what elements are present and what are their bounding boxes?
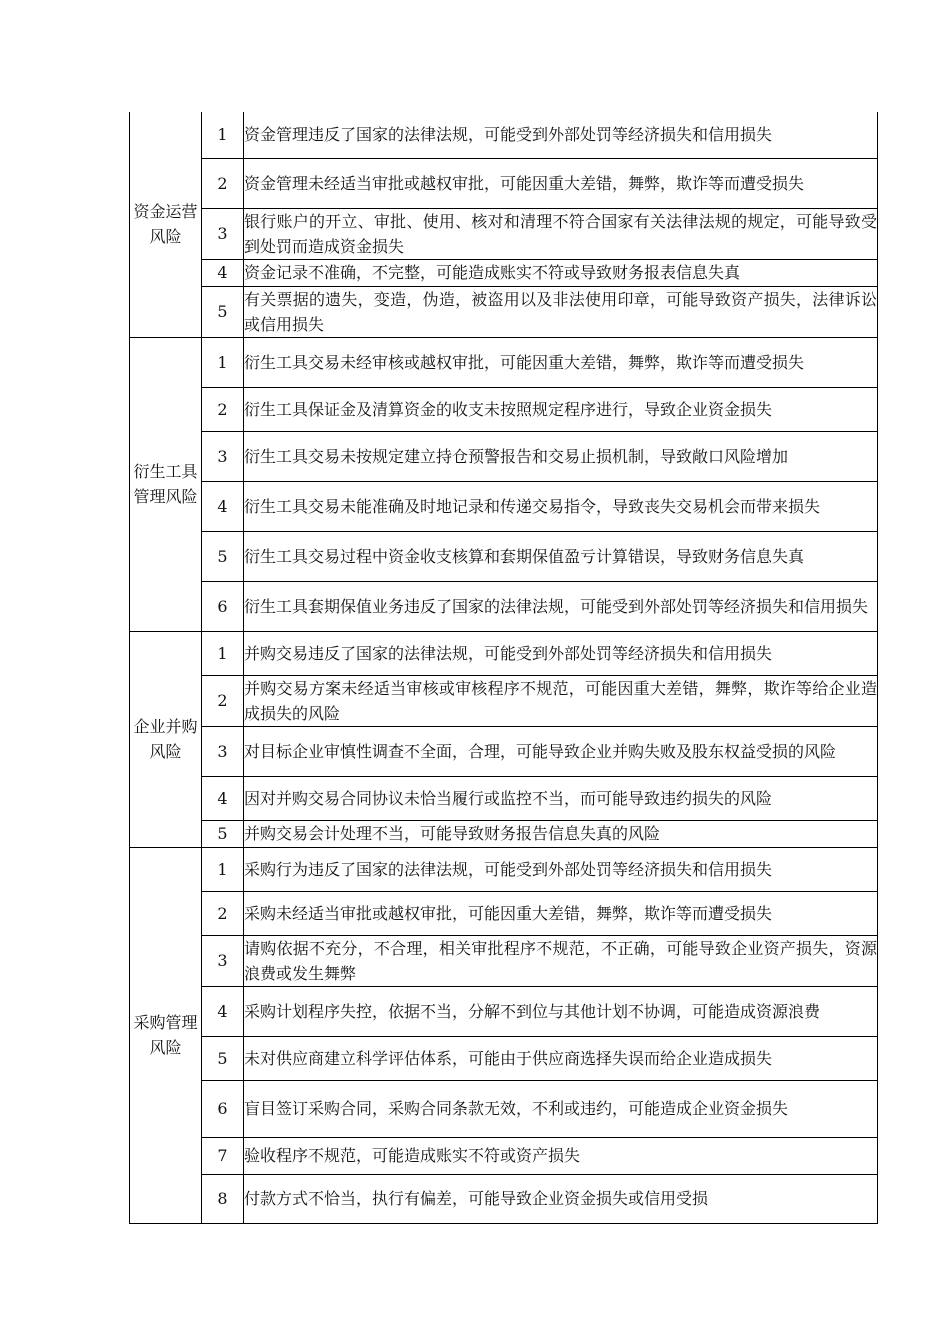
table-row — [130, 1174, 878, 1223]
row-number: 2 — [202, 675, 244, 726]
table-row — [130, 208, 878, 259]
risk-description: 衍生工具保证金及清算资金的收支未按照规定程序进行，导致企业资金损失 — [244, 387, 878, 431]
row-number: 3 — [202, 935, 244, 986]
table-row — [130, 847, 878, 891]
row-number: 4 — [202, 986, 244, 1036]
table-row — [130, 631, 878, 675]
table-row — [130, 286, 878, 337]
risk-description: 未对供应商建立科学评估体系，可能由于供应商选择失误而给企业造成损失 — [244, 1036, 878, 1080]
table-row — [130, 776, 878, 820]
table-row — [130, 986, 878, 1036]
table-row — [130, 891, 878, 935]
risk-description: 衍生工具交易未能准确及时地记录和传递交易指令，导致丧失交易机会而带来损失 — [244, 481, 878, 531]
row-number: 3 — [202, 431, 244, 481]
table-row — [130, 531, 878, 581]
table-row — [130, 259, 878, 286]
row-number: 4 — [202, 776, 244, 820]
table-row — [130, 1036, 878, 1080]
table-row — [130, 387, 878, 431]
table-row — [130, 581, 878, 631]
row-number: 1 — [202, 112, 244, 158]
table-row — [130, 481, 878, 531]
risk-description: 衍生工具交易过程中资金收支核算和套期保值盈亏计算错误，导致财务信息失真 — [244, 531, 878, 581]
row-number: 5 — [202, 1036, 244, 1080]
table-row — [130, 158, 878, 208]
row-number: 3 — [202, 726, 244, 776]
row-number: 7 — [202, 1137, 244, 1174]
row-number: 5 — [202, 531, 244, 581]
risk-description: 资金管理未经适当审批或越权审批，可能因重大差错，舞弊，欺诈等而遭受损失 — [244, 158, 878, 208]
table-row — [130, 431, 878, 481]
row-number: 5 — [202, 820, 244, 847]
row-number: 3 — [202, 208, 244, 259]
risk-table — [129, 112, 878, 1224]
row-number: 1 — [202, 631, 244, 675]
risk-description: 付款方式不恰当，执行有偏差，可能导致企业资金损失或信用受损 — [244, 1174, 878, 1223]
risk-description: 有关票据的遗失，变造，伪造，被盗用以及非法使用印章，可能导致资产损失，法律诉讼或信用损失 — [244, 286, 878, 337]
risk-description: 因对并购交易合同协议未恰当履行或监控不当，而可能导致违约损失的风险 — [244, 776, 878, 820]
row-number: 4 — [202, 259, 244, 286]
risk-description: 衍生工具交易未经审核或越权审批，可能因重大差错，舞弊，欺诈等而遭受损失 — [244, 337, 878, 387]
category-cell: 企业并购风险 — [130, 631, 202, 847]
row-number: 8 — [202, 1174, 244, 1223]
table-row — [130, 112, 878, 158]
table-row — [130, 1080, 878, 1137]
row-number: 2 — [202, 158, 244, 208]
row-number: 6 — [202, 581, 244, 631]
risk-description: 衍生工具交易未按规定建立持仓预警报告和交易止损机制，导致敞口风险增加 — [244, 431, 878, 481]
risk-description: 资金记录不准确，不完整，可能造成账实不符或导致财务报表信息失真 — [244, 259, 878, 286]
risk-description: 验收程序不规范，可能造成账实不符或资产损失 — [244, 1137, 878, 1174]
category-cell: 衍生工具管理风险 — [130, 337, 202, 631]
table-row — [130, 935, 878, 986]
risk-description: 资金管理违反了国家的法律法规，可能受到外部处罚等经济损失和信用损失 — [244, 112, 878, 158]
table-row — [130, 337, 878, 387]
row-number: 4 — [202, 481, 244, 531]
risk-description: 采购行为违反了国家的法律法规，可能受到外部处罚等经济损失和信用损失 — [244, 847, 878, 891]
category-cell: 采购管理风险 — [130, 847, 202, 1223]
risk-description: 请购依据不充分，不合理，相关审批程序不规范，不正确，可能导致企业资产损失，资源浪费或发生舞弊 — [244, 935, 878, 986]
risk-description: 并购交易会计处理不当，可能导致财务报告信息失真的风险 — [244, 820, 878, 847]
risk-description: 采购计划程序失控，依据不当，分解不到位与其他计划不协调，可能造成资源浪费 — [244, 986, 878, 1036]
row-number: 5 — [202, 286, 244, 337]
row-number: 2 — [202, 387, 244, 431]
row-number: 6 — [202, 1080, 244, 1137]
row-number: 1 — [202, 337, 244, 387]
table-row — [130, 726, 878, 776]
risk-description: 采购未经适当审批或越权审批，可能因重大差错，舞弊，欺诈等而遭受损失 — [244, 891, 878, 935]
risk-description: 银行账户的开立、审批、使用、核对和清理不符合国家有关法律法规的规定，可能导致受到处罚而造成资金损失 — [244, 208, 878, 259]
risk-table-body — [130, 112, 878, 1223]
risk-description: 对目标企业审慎性调查不全面，合理，可能导致企业并购失败及股东权益受损的风险 — [244, 726, 878, 776]
category-cell: 资金运营风险 — [130, 112, 202, 337]
risk-description: 并购交易方案未经适当审核或审核程序不规范，可能因重大差错，舞弊，欺诈等给企业造成损失的风险 — [244, 675, 878, 726]
row-number: 1 — [202, 847, 244, 891]
risk-description: 衍生工具套期保值业务违反了国家的法律法规，可能受到外部处罚等经济损失和信用损失 — [244, 581, 878, 631]
table-row — [130, 1137, 878, 1174]
risk-description: 盲目签订采购合同，采购合同条款无效，不利或违约，可能造成企业资金损失 — [244, 1080, 878, 1137]
table-row — [130, 820, 878, 847]
row-number: 2 — [202, 891, 244, 935]
table-row — [130, 675, 878, 726]
risk-description: 并购交易违反了国家的法律法规，可能受到外部处罚等经济损失和信用损失 — [244, 631, 878, 675]
